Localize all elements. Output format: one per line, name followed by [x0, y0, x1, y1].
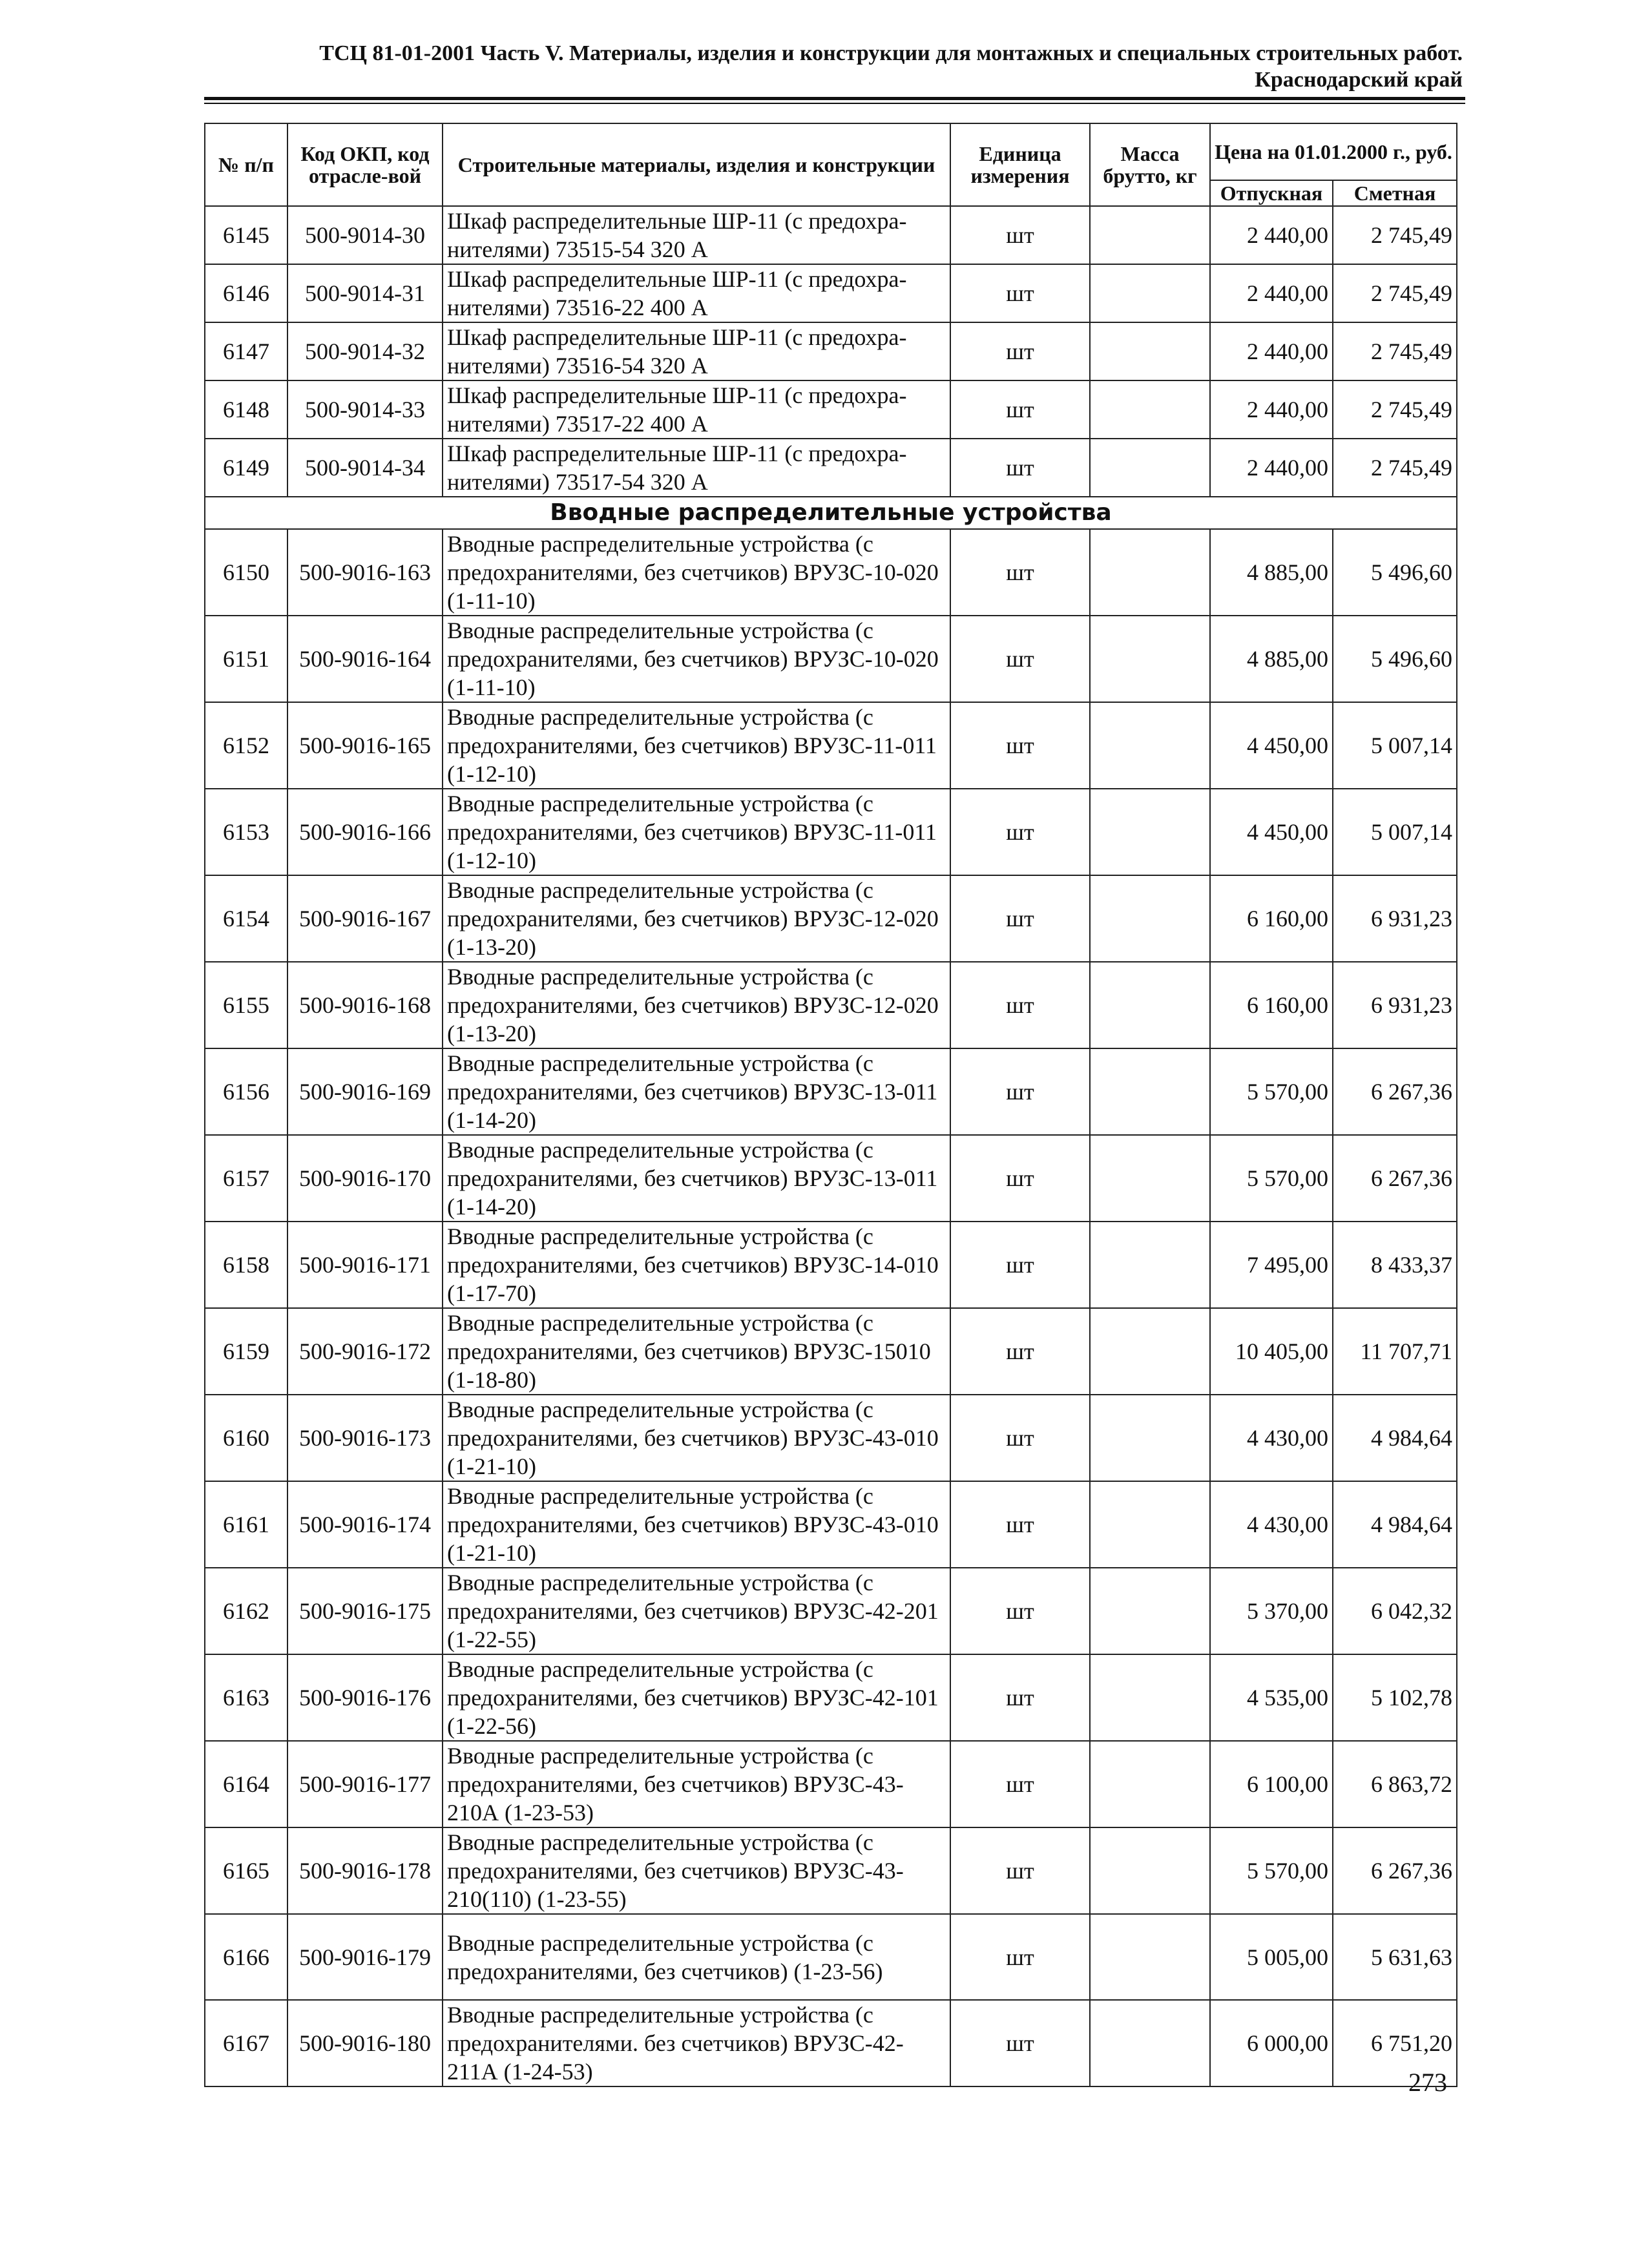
row-code: 500-9014-32	[287, 322, 443, 380]
row-unit: шт	[950, 616, 1090, 702]
row-unit: шт	[950, 875, 1090, 962]
row-release-price: 5 570,00	[1210, 1827, 1333, 1914]
row-estimate-price: 5 496,60	[1333, 529, 1457, 616]
table-row	[205, 1827, 1457, 1914]
row-unit: шт	[950, 702, 1090, 789]
row-name: Вводные распределительные устройства (с предохранителями, без счетчиков) ВРУЗС-43-010 (1-21-10)	[443, 1481, 950, 1568]
table-row	[205, 264, 1457, 322]
row-estimate-price: 5 496,60	[1333, 616, 1457, 702]
row-release-price: 6 160,00	[1210, 875, 1333, 962]
row-code: 500-9016-179	[287, 1914, 443, 2000]
row-mass	[1090, 439, 1210, 497]
row-estimate-price: 2 745,49	[1333, 322, 1457, 380]
row-name: Вводные распределительные устройства (с предохранителями, без счетчиков) ВРУЗС-13-011 (1-14-20)	[443, 1048, 950, 1135]
col-header-price-group: Цена на 01.01.2000 г., руб.	[1210, 123, 1457, 180]
region-subtitle: Краснодарский край	[1255, 68, 1463, 92]
row-unit: шт	[950, 322, 1090, 380]
row-number: 6161	[205, 1481, 287, 1568]
row-unit: шт	[950, 962, 1090, 1048]
row-name: Вводные распределительные устройства (с предохранителями, без счетчиков) ВРУЗС-15010 (1-18-80)	[443, 1308, 950, 1395]
row-estimate-price: 6 042,32	[1333, 1568, 1457, 1654]
row-release-price: 4 450,00	[1210, 702, 1333, 789]
col-header-mass: Масса брутто, кг	[1090, 123, 1210, 206]
row-number: 6154	[205, 875, 287, 962]
section-title: Вводные распределительные устройства	[205, 497, 1457, 529]
row-mass	[1090, 2000, 1210, 2086]
row-mass	[1090, 1568, 1210, 1654]
row-name: Шкаф распределительные ШР-11 (с предохра-нителями) 73516-54 320 А	[443, 322, 950, 380]
header-rule-thick	[204, 97, 1465, 100]
row-unit: шт	[950, 206, 1090, 264]
row-mass	[1090, 789, 1210, 875]
row-release-price: 2 440,00	[1210, 264, 1333, 322]
row-name: Вводные распределительные устройства (с предохранителями, без счетчиков) ВРУЗС-43-210А (1-23-53)	[443, 1741, 950, 1827]
table-row	[205, 1481, 1457, 1568]
table-row	[205, 1222, 1457, 1308]
table-row	[205, 1654, 1457, 1741]
row-mass	[1090, 380, 1210, 439]
row-name: Шкаф распределительные ШР-11 (с предохра-нителями) 73517-22 400 А	[443, 380, 950, 439]
header-rule-thin	[204, 103, 1465, 104]
row-release-price: 5 005,00	[1210, 1914, 1333, 2000]
row-number: 6157	[205, 1135, 287, 1222]
row-estimate-price: 6 267,36	[1333, 1048, 1457, 1135]
table-row	[205, 439, 1457, 497]
row-name: Шкаф распределительные ШР-11 (с предохра-нителями) 73516-22 400 А	[443, 264, 950, 322]
table-section	[205, 497, 1457, 529]
row-release-price: 6 000,00	[1210, 2000, 1333, 2086]
row-unit: шт	[950, 1914, 1090, 2000]
row-name: Вводные распределительные устройства (с предохранителями, без счетчиков) ВРУЗС-43-010 (1-21-10)	[443, 1395, 950, 1481]
row-estimate-price: 4 984,64	[1333, 1481, 1457, 1568]
table-row	[205, 529, 1457, 616]
row-name: Вводные распределительные устройства (с предохранителями, без счетчиков) ВРУЗС-42-101 (1-22-56)	[443, 1654, 950, 1741]
row-estimate-price: 2 745,49	[1333, 380, 1457, 439]
col-header-unit: Единица измерения	[950, 123, 1090, 206]
table-row	[205, 1048, 1457, 1135]
row-name: Вводные распределительные устройства (с предохранителями, без счетчиков) ВРУЗС-12-020 (1-13-20)	[443, 875, 950, 962]
row-release-price: 2 440,00	[1210, 439, 1333, 497]
row-mass	[1090, 702, 1210, 789]
row-unit: шт	[950, 1827, 1090, 1914]
row-release-price: 4 430,00	[1210, 1481, 1333, 1568]
row-release-price: 4 885,00	[1210, 529, 1333, 616]
row-number: 6162	[205, 1568, 287, 1654]
row-name: Вводные распределительные устройства (с предохранителями, без счетчиков) ВРУЗС-42-201 (1-22-55)	[443, 1568, 950, 1654]
row-estimate-price: 5 102,78	[1333, 1654, 1457, 1741]
row-estimate-price: 2 745,49	[1333, 439, 1457, 497]
row-mass	[1090, 1481, 1210, 1568]
row-number: 6151	[205, 616, 287, 702]
table-row	[205, 962, 1457, 1048]
row-estimate-price: 5 007,14	[1333, 789, 1457, 875]
row-number: 6148	[205, 380, 287, 439]
row-code: 500-9014-30	[287, 206, 443, 264]
row-code: 500-9016-180	[287, 2000, 443, 2086]
table-row	[205, 2000, 1457, 2086]
row-name: Шкаф распределительные ШР-11 (с предохра-нителями) 73517-54 320 А	[443, 439, 950, 497]
row-estimate-price: 2 745,49	[1333, 206, 1457, 264]
page-header	[207, 40, 1463, 93]
row-release-price: 6 160,00	[1210, 962, 1333, 1048]
row-mass	[1090, 1654, 1210, 1741]
row-unit: шт	[950, 2000, 1090, 2086]
row-unit: шт	[950, 380, 1090, 439]
row-number: 6166	[205, 1914, 287, 2000]
document-title: ТСЦ 81-01-2001 Часть V. Материалы, изделия и конструкции для монтажных и специальных строительных работ.	[319, 41, 1463, 65]
page-number: 273	[1408, 2068, 1447, 2097]
row-unit: шт	[950, 1048, 1090, 1135]
row-number: 6145	[205, 206, 287, 264]
row-estimate-price: 6 931,23	[1333, 875, 1457, 962]
row-estimate-price: 6 267,36	[1333, 1827, 1457, 1914]
row-unit: шт	[950, 1741, 1090, 1827]
row-mass	[1090, 962, 1210, 1048]
col-header-code: Код ОКП, код отрасле-вой	[287, 123, 443, 206]
row-number: 6147	[205, 322, 287, 380]
row-unit: шт	[950, 789, 1090, 875]
row-estimate-price: 5 007,14	[1333, 702, 1457, 789]
row-code: 500-9016-167	[287, 875, 443, 962]
row-number: 6158	[205, 1222, 287, 1308]
table-row	[205, 380, 1457, 439]
row-code: 500-9016-178	[287, 1827, 443, 1914]
row-number: 6155	[205, 962, 287, 1048]
row-name: Вводные распределительные устройства (с предохранителями, без счетчиков) ВРУЗС-12-020 (1-13-20)	[443, 962, 950, 1048]
row-number: 6163	[205, 1654, 287, 1741]
table-row	[205, 1308, 1457, 1395]
row-name: Вводные распределительные устройства (с предохранителями, без счетчиков) ВРУЗС-11-011 (1-12-10)	[443, 789, 950, 875]
table-row	[205, 789, 1457, 875]
row-mass	[1090, 1741, 1210, 1827]
row-release-price: 5 370,00	[1210, 1568, 1333, 1654]
row-mass	[1090, 529, 1210, 616]
col-header-name: Строительные материалы, изделия и конструкции	[443, 123, 950, 206]
table-row	[205, 1914, 1457, 2000]
row-name: Вводные распределительные устройства (с предохранителями, без счетчиков) ВРУЗС-43-210(110) (1-23-55)	[443, 1827, 950, 1914]
row-code: 500-9016-170	[287, 1135, 443, 1222]
row-estimate-price: 6 267,36	[1333, 1135, 1457, 1222]
row-mass	[1090, 1135, 1210, 1222]
row-release-price: 5 570,00	[1210, 1135, 1333, 1222]
row-number: 6150	[205, 529, 287, 616]
row-estimate-price: 2 745,49	[1333, 264, 1457, 322]
row-code: 500-9016-163	[287, 529, 443, 616]
row-name: Вводные распределительные устройства (с предохранителями, без счетчиков) ВРУЗС-10-020 (1-11-10)	[443, 529, 950, 616]
row-release-price: 2 440,00	[1210, 206, 1333, 264]
row-name: Вводные распределительные устройства (с предохранителями, без счетчиков) ВРУЗС-11-011 (1-12-10)	[443, 702, 950, 789]
row-release-price: 2 440,00	[1210, 322, 1333, 380]
row-release-price: 5 570,00	[1210, 1048, 1333, 1135]
row-mass	[1090, 1827, 1210, 1914]
table-row	[205, 875, 1457, 962]
row-unit: шт	[950, 529, 1090, 616]
row-release-price: 2 440,00	[1210, 380, 1333, 439]
row-code: 500-9016-164	[287, 616, 443, 702]
row-unit: шт	[950, 1308, 1090, 1395]
row-mass	[1090, 206, 1210, 264]
row-code: 500-9016-168	[287, 962, 443, 1048]
table-row	[205, 1135, 1457, 1222]
row-code: 500-9016-177	[287, 1741, 443, 1827]
row-number: 6146	[205, 264, 287, 322]
row-number: 6159	[205, 1308, 287, 1395]
row-code: 500-9014-34	[287, 439, 443, 497]
row-code: 500-9016-169	[287, 1048, 443, 1135]
table-row	[205, 1741, 1457, 1827]
row-release-price: 4 885,00	[1210, 616, 1333, 702]
row-name: Вводные распределительные устройства (с предохранителями, без счетчиков) ВРУЗС-13-011 (1-14-20)	[443, 1135, 950, 1222]
row-release-price: 4 535,00	[1210, 1654, 1333, 1741]
table-row	[205, 702, 1457, 789]
row-unit: шт	[950, 1568, 1090, 1654]
row-unit: шт	[950, 439, 1090, 497]
row-number: 6167	[205, 2000, 287, 2086]
row-unit: шт	[950, 1481, 1090, 1568]
col-header-num: № п/п	[205, 123, 287, 206]
row-name: Вводные распределительные устройства (с предохранителями, без счетчиков) (1-23-56)	[443, 1914, 950, 2000]
row-number: 6164	[205, 1741, 287, 1827]
row-estimate-price: 8 433,37	[1333, 1222, 1457, 1308]
row-estimate-price: 6 751,20	[1333, 2000, 1457, 2086]
price-table	[204, 123, 1457, 2087]
row-code: 500-9014-31	[287, 264, 443, 322]
row-code: 500-9016-172	[287, 1308, 443, 1395]
row-release-price: 7 495,00	[1210, 1222, 1333, 1308]
row-unit: шт	[950, 1135, 1090, 1222]
row-number: 6153	[205, 789, 287, 875]
table-body-cabinets	[205, 206, 1457, 497]
col-header-estimate: Сметная	[1333, 180, 1457, 206]
table-row	[205, 1395, 1457, 1481]
row-estimate-price: 4 984,64	[1333, 1395, 1457, 1481]
row-code: 500-9016-171	[287, 1222, 443, 1308]
row-name: Шкаф распределительные ШР-11 (с предохра-нителями) 73515-54 320 А	[443, 206, 950, 264]
col-header-release: Отпускная	[1210, 180, 1333, 206]
row-mass	[1090, 875, 1210, 962]
table-row	[205, 1568, 1457, 1654]
row-release-price: 6 100,00	[1210, 1741, 1333, 1827]
row-name: Вводные распределительные устройства (с предохранителями, без счетчиков) ВРУЗС-10-020 (1-11-10)	[443, 616, 950, 702]
row-release-price: 4 430,00	[1210, 1395, 1333, 1481]
row-code: 500-9016-174	[287, 1481, 443, 1568]
row-name: Вводные распределительные устройства (с предохранителями. без счетчиков) ВРУЗС-42-211А (1-24-53)	[443, 2000, 950, 2086]
row-number: 6149	[205, 439, 287, 497]
row-mass	[1090, 1395, 1210, 1481]
row-mass	[1090, 1222, 1210, 1308]
row-code: 500-9016-175	[287, 1568, 443, 1654]
row-code: 500-9016-176	[287, 1654, 443, 1741]
row-estimate-price: 6 863,72	[1333, 1741, 1457, 1827]
row-code: 500-9016-166	[287, 789, 443, 875]
row-mass	[1090, 616, 1210, 702]
row-unit: шт	[950, 1654, 1090, 1741]
row-estimate-price: 11 707,71	[1333, 1308, 1457, 1395]
row-code: 500-9016-165	[287, 702, 443, 789]
row-unit: шт	[950, 1395, 1090, 1481]
row-unit: шт	[950, 264, 1090, 322]
table-row	[205, 206, 1457, 264]
row-release-price: 4 450,00	[1210, 789, 1333, 875]
row-mass	[1090, 322, 1210, 380]
row-mass	[1090, 264, 1210, 322]
row-estimate-price: 6 931,23	[1333, 962, 1457, 1048]
table-row	[205, 616, 1457, 702]
row-mass	[1090, 1308, 1210, 1395]
row-code: 500-9014-33	[287, 380, 443, 439]
row-mass	[1090, 1048, 1210, 1135]
row-number: 6165	[205, 1827, 287, 1914]
row-unit: шт	[950, 1222, 1090, 1308]
row-number: 6156	[205, 1048, 287, 1135]
table-row	[205, 322, 1457, 380]
row-estimate-price: 5 631,63	[1333, 1914, 1457, 2000]
row-name: Вводные распределительные устройства (с предохранителями, без счетчиков) ВРУЗС-14-010 (1-17-70)	[443, 1222, 950, 1308]
row-number: 6160	[205, 1395, 287, 1481]
row-mass	[1090, 1914, 1210, 2000]
row-code: 500-9016-173	[287, 1395, 443, 1481]
row-number: 6152	[205, 702, 287, 789]
table-body-input-devices	[205, 529, 1457, 2086]
row-release-price: 10 405,00	[1210, 1308, 1333, 1395]
